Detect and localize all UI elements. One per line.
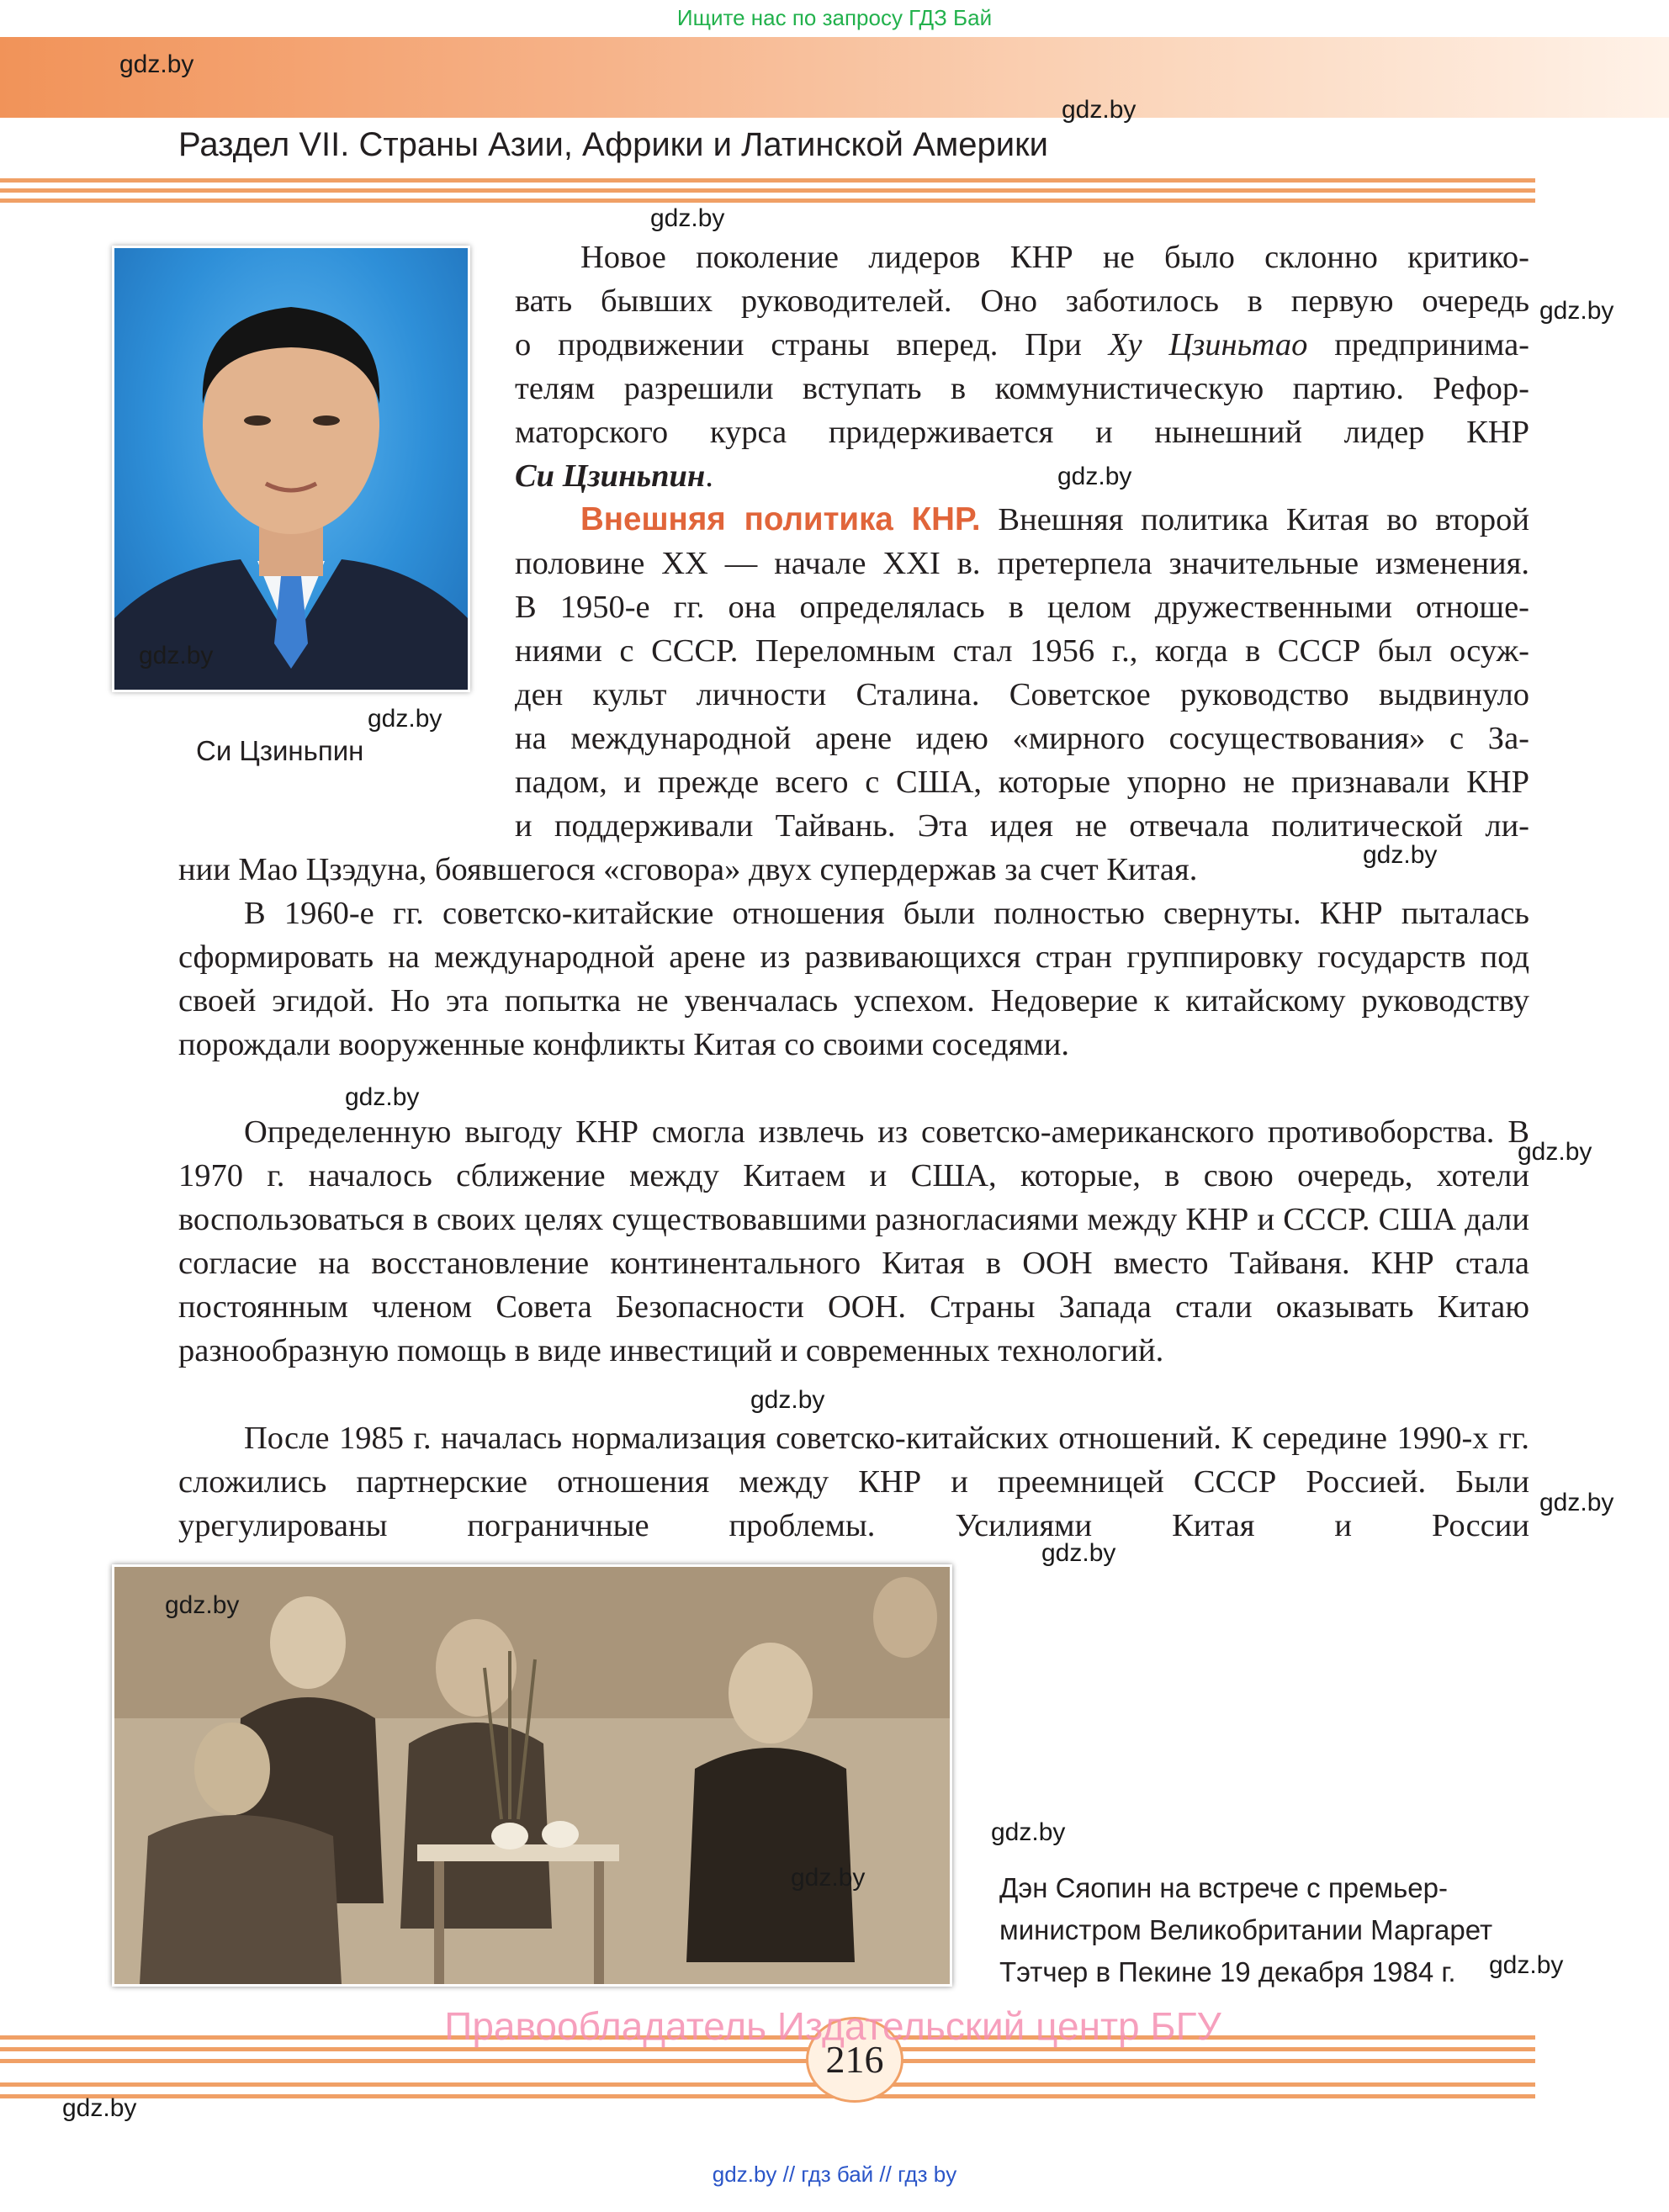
name-xi-jinping: Си Цзиньпин: [515, 458, 706, 494]
p3-text: В 1960-е гг. советско-китайские отношения были полностью свернуты. КНР пыталась сформировать на международной арене из развивающихся стран группировку государств под своей эгидой. Но эта попытка не увенчалась успехом. Недоверие к китайскому руководству порождали вооруженные конфликты Китая со своими соседями.: [178, 896, 1529, 1062]
footer-rule-5: [0, 2094, 1535, 2098]
watermark-gdz: gdz.by: [139, 642, 214, 669]
watermark-gdz: gdz.by: [1062, 96, 1137, 124]
footer-rule-3: [0, 2059, 1535, 2063]
watermark-gdz: gdz.by: [368, 705, 442, 733]
paragraph-3: [178, 892, 1529, 1066]
p5-text: После 1985 г. началась нормализация советско-китайских отношений. К середине 1990-х гг. сложились партнерские отношения между КНР и преемницей СССР Россией. Были урегулированы пограничные проблемы. Усилиями Китая и России: [178, 1421, 1529, 1543]
p2-line-9: нии Мао Цзэдуна, боявшегося «сговора» двух супердержав за счет Китая.: [178, 852, 1198, 887]
watermark-gdz: gdz.by: [791, 1864, 866, 1892]
paragraph-1: [515, 235, 1529, 454]
meeting-illustration: [114, 1567, 950, 1984]
p2-line-7: падом, и прежде всего с США, которые упорно не признавали КНР: [515, 765, 1529, 800]
photo-caption: [999, 1867, 1571, 1993]
paragraph-5: [178, 1416, 1529, 1548]
paragraph-4: [178, 1110, 1529, 1373]
watermark-gdz: gdz.by: [345, 1083, 420, 1111]
watermark-gdz: gdz.by: [991, 1818, 1066, 1846]
bottom-links[interactable]: gdz.by // гдз бай // гдз by: [712, 2162, 957, 2187]
p1-line-3-a: о продвижении страны вперед. При: [515, 327, 1109, 362]
rights-holder-watermark: Правообладатель Издательский центр БГУ: [444, 2004, 1221, 2048]
photo-caption-line-2: министром Великобритании Маргарет: [999, 1914, 1493, 1945]
p1-line-2: вать бывших руководителей. Оно заботилось в первую очередь: [515, 283, 1529, 319]
header-band: [0, 37, 1669, 118]
p2-line-2: половине XX — начале XXI в. претерпела значительные изменения.: [515, 546, 1529, 581]
header-rule-1: [0, 178, 1535, 183]
p2-line-4: ниями с СССР. Переломным стал 1956 г., когда в СССР был осуж-: [515, 633, 1529, 669]
watermark-gdz: gdz.by: [119, 50, 194, 78]
p1-line-1: Новое поколение лидеров КНР не было склонно критико-: [580, 240, 1529, 275]
paragraph-2-end: [178, 848, 1529, 892]
watermark-gdz: gdz.by: [62, 2094, 137, 2122]
photo-caption-line-3: Тэтчер в Пекине 19 декабря 1984 г.: [999, 1956, 1456, 1987]
name-hu-jintao: Ху Цзиньтао: [1108, 327, 1308, 362]
footer-rule-4: [0, 2082, 1535, 2087]
watermark-gdz: gdz.by: [1539, 1489, 1614, 1516]
section-title: Раздел VII. Страны Азии, Африки и Латинской Америки: [178, 126, 1048, 163]
watermark-gdz: gdz.by: [750, 1386, 825, 1414]
watermark-gdz: gdz.by: [1489, 1951, 1564, 1979]
watermark-gdz: gdz.by: [650, 204, 725, 232]
photo-caption-line-1: Дэн Сяопин на встрече с премьер-: [999, 1872, 1448, 1903]
portrait-illustration: [114, 248, 468, 690]
paragraph-1-end: [515, 454, 1529, 498]
photo-deng-thatcher-meeting: [112, 1564, 952, 1987]
watermark-gdz: gdz.by: [1057, 463, 1132, 490]
p2-line-6: на международной арене идею «мирного сосуществования» с За-: [515, 721, 1529, 756]
portrait-xi-jinping: [112, 246, 470, 692]
page-number: 216: [806, 2017, 903, 2103]
p1-line-4: телям разрешили вступать в коммунистическую партию. Рефор-: [515, 371, 1529, 406]
top-search-note: Ищите нас по запросу ГДЗ Бай: [676, 5, 993, 30]
header-rule-2: [0, 188, 1535, 193]
p2-line-1: Внешняя политика Китая во второй: [980, 502, 1529, 537]
watermark-gdz: gdz.by: [1539, 297, 1614, 325]
watermark-gdz: gdz.by: [1518, 1138, 1592, 1166]
heading-foreign-policy: Внешняя политика КНР.: [580, 501, 981, 537]
p2-line-3: В 1950-е гг. она определялась в целом дружественными отноше-: [515, 590, 1529, 625]
portrait-caption: Си Цзиньпин: [196, 735, 364, 766]
p1-line-5: маторского курса придерживается и нынешний лидер КНР: [515, 415, 1529, 450]
p1-line-3-b: предпринима-: [1307, 327, 1529, 362]
watermark-gdz: gdz.by: [165, 1591, 240, 1619]
p1-line-6-b: .: [705, 458, 713, 494]
watermark-gdz: gdz.by: [1041, 1539, 1116, 1567]
p2-line-5: ден культ личности Сталина. Советское руководство выдвинуло: [515, 677, 1529, 712]
p2-line-8: и поддерживали Тайвань. Эта идея не отвечала политической ли-: [515, 808, 1529, 844]
watermark-gdz: gdz.by: [1363, 841, 1438, 869]
header-rule-3: [0, 198, 1535, 203]
p4-text: Определенную выгоду КНР смогла извлечь из советско-американского противоборства. В 1970 г. началось сближение между Китаем и США, которые, в свою очередь, хотели воспользоваться в своих целях существовавшими разногласиями между КНР и СССР. США дали согласие на восстановление континентального Китая в ООН вместо Тайваня. КНР стала постоянным членом Совета Безопасности ООН. Страны Запада стали оказывать Китаю разнообразную помощь в виде инвестиций и современных технологий.: [178, 1114, 1529, 1368]
paragraph-2: [515, 498, 1529, 848]
